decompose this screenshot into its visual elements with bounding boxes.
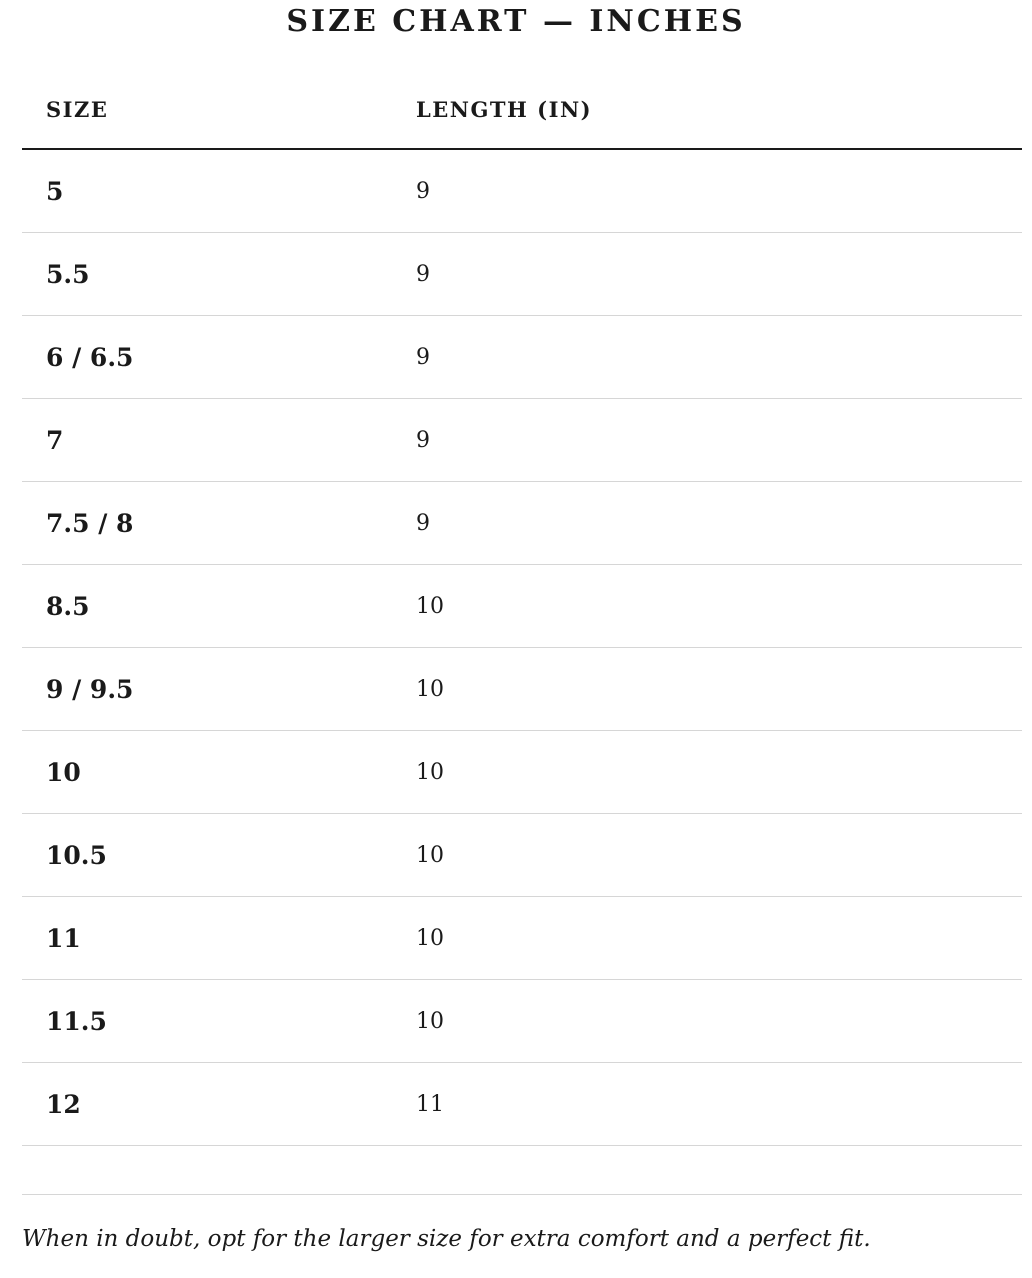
length-cell: 9 [416,261,430,287]
page-title: SIZE CHART — INCHES [286,4,746,39]
table-row [22,814,1022,897]
size-cell: 11 [46,923,81,953]
size-cell: 5.5 [46,259,90,289]
table-row [22,648,1022,731]
size-cell: 10.5 [46,840,107,870]
table-row [22,1063,1022,1146]
length-cell: 10 [416,925,444,951]
table-row [22,482,1022,565]
length-cell: 10 [416,676,444,702]
table-spacer-row [22,1146,1022,1195]
length-cell: 11 [416,1091,444,1117]
table-body [22,150,1022,1195]
table-row [22,233,1022,316]
size-cell: 7 [46,425,64,455]
length-cell: 10 [416,842,444,868]
length-cell: 9 [416,178,430,204]
size-cell: 11.5 [46,1006,107,1036]
table-row [22,565,1022,648]
table-row [22,316,1022,399]
length-cell: 10 [416,759,444,785]
size-cell: 6 / 6.5 [46,342,134,372]
length-cell: 10 [416,1008,444,1034]
table-row [22,399,1022,482]
length-cell: 9 [416,427,430,453]
table-row [22,150,1022,233]
size-cell: 5 [46,176,64,206]
length-cell: 10 [416,593,444,619]
length-cell: 9 [416,510,430,536]
table-row [22,897,1022,980]
size-cell: 10 [46,757,81,787]
header-length: LENGTH (IN) [416,96,593,122]
table-row [22,980,1022,1063]
size-chart-table [22,70,1022,1195]
length-cell: 9 [416,344,430,370]
header-size: SIZE [46,96,109,122]
size-cell: 7.5 / 8 [46,508,134,538]
size-cell: 9 / 9.5 [46,674,134,704]
size-cell: 8.5 [46,591,90,621]
table-header [22,70,1022,150]
size-cell: 12 [46,1089,81,1119]
table-row [22,731,1022,814]
sizing-note: When in doubt, opt for the larger size for extra comfort and a perfect fit. [22,1226,871,1252]
